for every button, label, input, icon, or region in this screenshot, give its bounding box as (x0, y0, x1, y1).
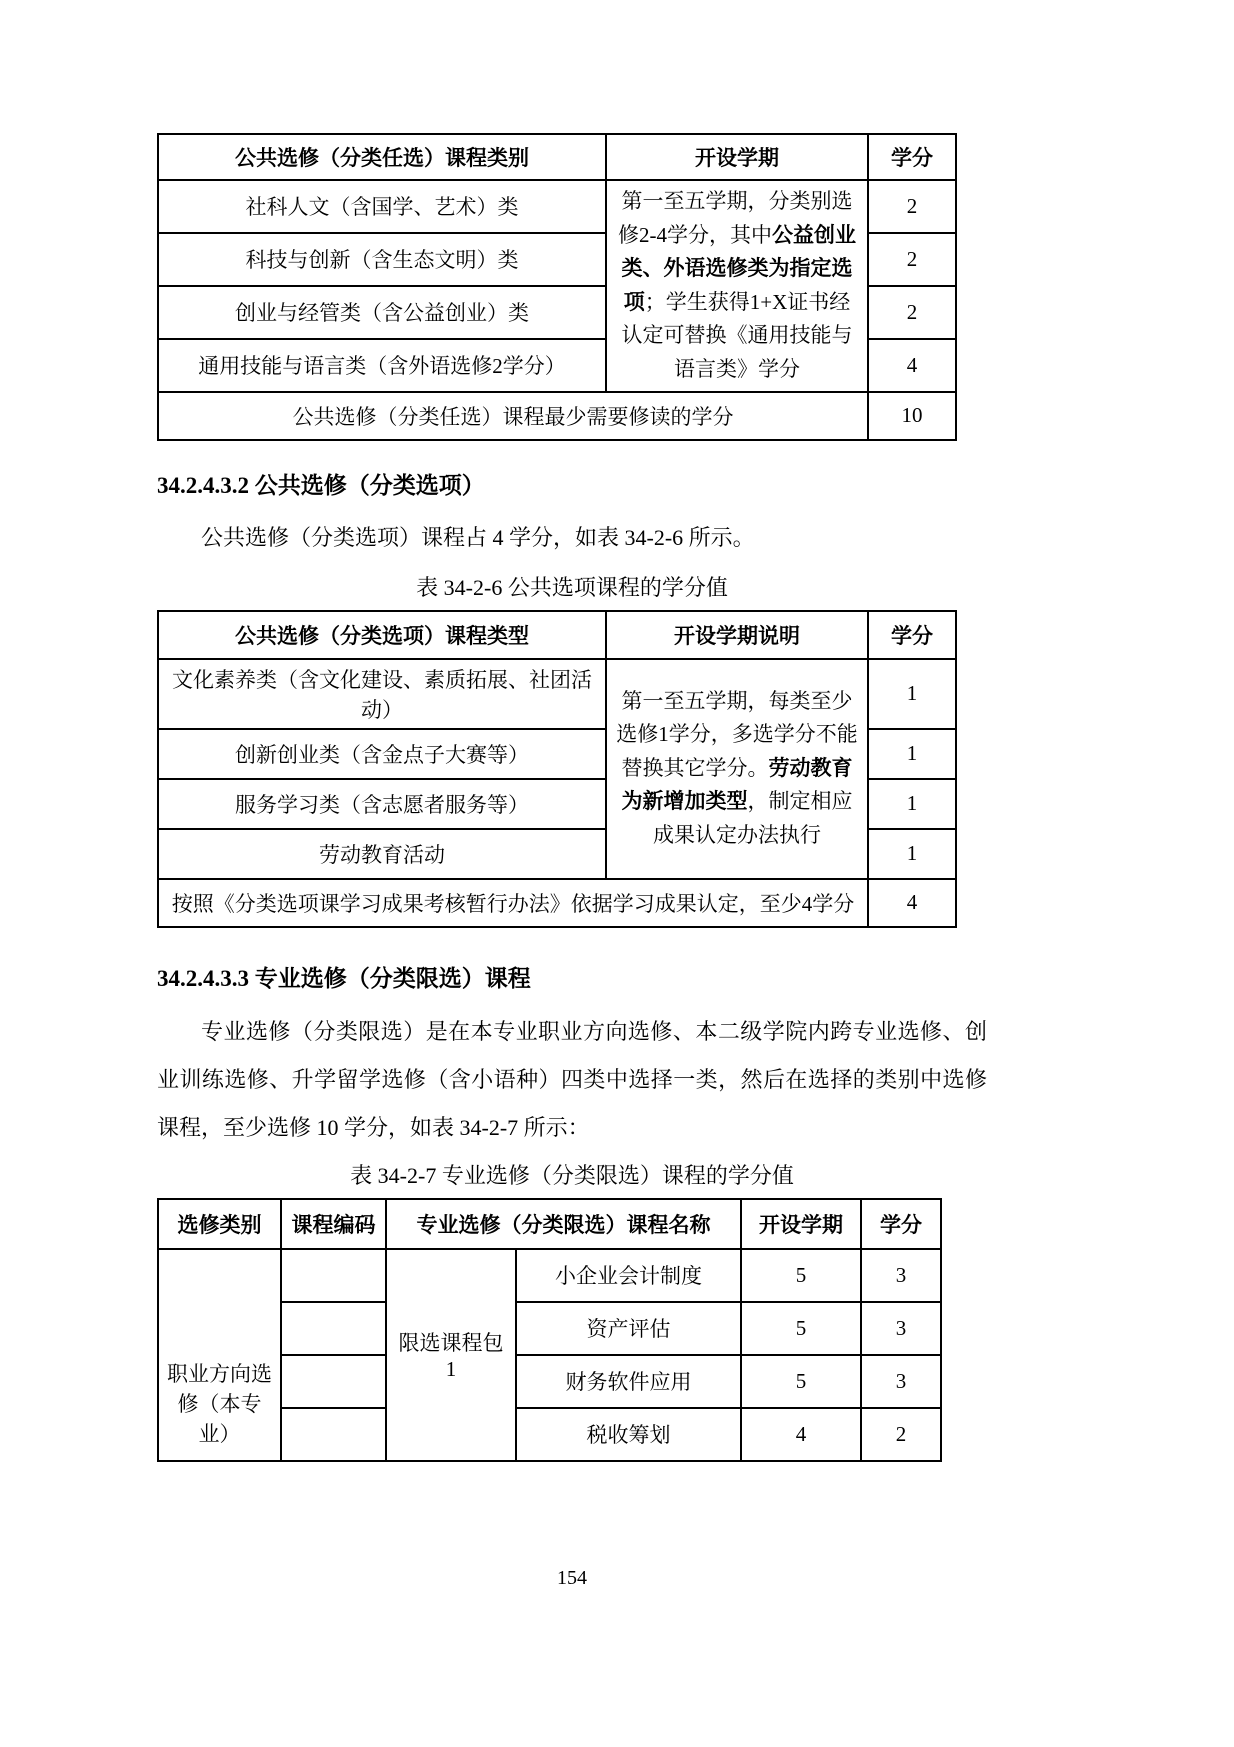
course-code-cell (281, 1408, 386, 1461)
credits-cell: 3 (861, 1302, 941, 1355)
section-heading-34-2-4-3-3: 34.2.4.3.3 专业选修（分类限选）课程 (157, 965, 531, 991)
footer-credits-cell: 4 (868, 879, 956, 927)
page-number: 154 (557, 1566, 587, 1589)
semester-cell: 4 (741, 1408, 861, 1461)
table-caption-34-2-7: 表 34-2-7 专业选修（分类限选）课程的学分值 (350, 1162, 794, 1188)
course-name-cell: 税收筹划 (516, 1408, 741, 1461)
course-name-cell: 财务软件应用 (516, 1355, 741, 1408)
category-cell: 社科人文（含国学、艺术）类 (158, 180, 606, 233)
category-cell: 服务学习类（含志愿者服务等） (158, 779, 606, 829)
category-cell: 文化素养类（含文化建设、素质拓展、社团活动） (158, 659, 606, 729)
table-professional-elective-restricted (157, 1198, 942, 1462)
section-paragraph: 专业选修（分类限选）是在本专业职业方向选修、本二级学院内跨专业选修、创业训练选修、升学留学选修（含小语种）四类中选择一类，然后在选择的类别中选修课程，至少选修 10 学分，如表 34-2-7 所示： (157, 1018, 987, 1141)
section-paragraph: 公共选修（分类选项）课程占 4 学分，如表 34-2-6 所示。 (201, 525, 755, 551)
table-header-row (158, 1199, 941, 1249)
course-code-cell (281, 1302, 386, 1355)
course-name-cell: 资产评估 (516, 1302, 741, 1355)
course-code-cell (281, 1249, 386, 1302)
table-footer-row (158, 392, 956, 440)
credits-cell: 1 (868, 779, 956, 829)
table-public-elective-optional (157, 133, 957, 441)
column-header-credits: 学分 (868, 134, 956, 180)
note-text-part2: ，制定相应成果认定办法执行 (653, 789, 853, 848)
credits-cell: 1 (868, 659, 956, 729)
table-caption-34-2-6: 表 34-2-6 公共选项课程的学分值 (416, 574, 728, 600)
column-header-course-code: 课程编码 (281, 1199, 386, 1249)
credits-cell: 2 (868, 233, 956, 286)
table-header-row (158, 134, 956, 180)
footer-credits-cell: 10 (868, 392, 956, 440)
credits-cell: 3 (861, 1355, 941, 1408)
footer-label-cell: 按照《分类选项课学习成果考核暂行办法》依据学习成果认定，至少4学分 (158, 879, 868, 927)
credits-cell: 3 (861, 1249, 941, 1302)
category-cell: 科技与创新（含生态文明）类 (158, 233, 606, 286)
note-text-part1: 第一至五学期，分类别选修2-4学分，其中 (618, 189, 853, 247)
column-header-semester: 开设学期 (741, 1199, 861, 1249)
section-heading-34-2-4-3-2: 34.2.4.3.2 公共选修（分类选项） (157, 472, 485, 498)
table-row (158, 1249, 941, 1302)
credits-cell: 2 (861, 1408, 941, 1461)
column-header-credits: 学分 (868, 611, 956, 659)
table-header-row (158, 611, 956, 659)
note-text-part1: 第一至五学期，每类至少选修1学分，多选学分不能替换其它学分。 (616, 688, 858, 780)
column-header-category: 公共选修（分类选项）课程类型 (158, 611, 606, 659)
credits-cell: 1 (868, 829, 956, 879)
column-header-semester: 开设学期 (606, 134, 868, 180)
table-footer-row (158, 879, 956, 927)
course-code-cell (281, 1355, 386, 1408)
category-cell: 创新创业类（含金点子大赛等） (158, 729, 606, 779)
semester-note-cell (606, 180, 868, 392)
column-header-elective-type: 选修类别 (158, 1199, 281, 1249)
course-package-cell: 限选课程包 1 (386, 1249, 516, 1461)
semester-cell: 5 (741, 1302, 861, 1355)
column-header-course-name: 专业选修（分类限选）课程名称 (386, 1199, 741, 1249)
category-cell: 通用技能与语言类（含外语选修2学分） (158, 339, 606, 392)
category-cell: 劳动教育活动 (158, 829, 606, 879)
table-public-elective-selection (157, 610, 957, 928)
course-name-cell: 小企业会计制度 (516, 1249, 741, 1302)
semester-cell: 5 (741, 1249, 861, 1302)
footer-label-cell: 公共选修（分类任选）课程最少需要修读的学分 (158, 392, 868, 440)
elective-type-cell: 职业方向选修（本专业） (158, 1249, 281, 1461)
column-header-category: 公共选修（分类任选）课程类别 (158, 134, 606, 180)
credits-cell: 2 (868, 180, 956, 233)
note-text-bold: 公益创业类、外语选修类为指定选项 (621, 222, 856, 314)
category-cell: 创业与经管类（含公益创业）类 (158, 286, 606, 339)
table-row (158, 659, 956, 729)
credits-cell: 1 (868, 729, 956, 779)
table-row (158, 180, 956, 233)
credits-cell: 4 (868, 339, 956, 392)
column-header-semester: 开设学期说明 (606, 611, 868, 659)
note-text-part2: ；学生获得1+X证书经认定可替换《通用技能与语言类》学分 (621, 289, 853, 381)
note-text-bold: 劳动教育为新增加类型 (621, 755, 853, 814)
semester-cell: 5 (741, 1355, 861, 1408)
semester-note-cell (606, 659, 868, 879)
credits-cell: 2 (868, 286, 956, 339)
column-header-credits: 学分 (861, 1199, 941, 1249)
